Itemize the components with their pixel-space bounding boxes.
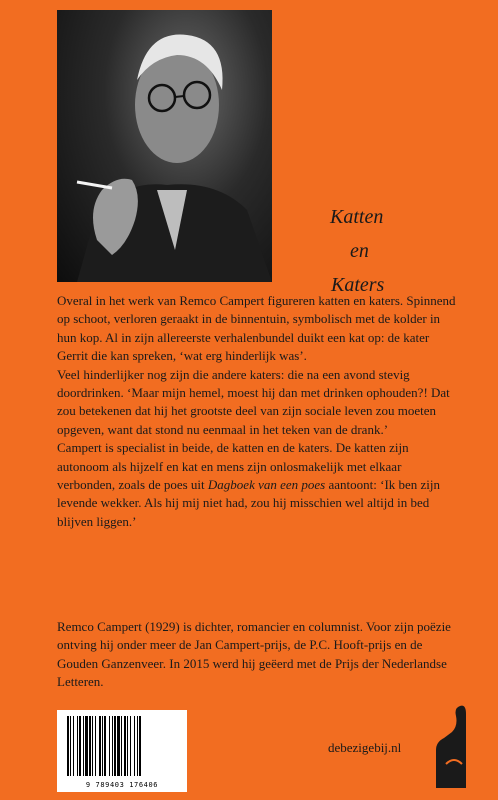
barcode-bar (83, 716, 84, 776)
barcode-bar (85, 716, 88, 776)
barcode-bar (139, 716, 141, 776)
barcode-icon (65, 716, 179, 776)
barcode-bar (73, 716, 74, 776)
barcode-bar (67, 716, 69, 776)
blurb-paragraph: Veel hinderlijker nog zijn die andere katers: die na een avond stevig doordrinken. ‘Maar mijn hemel, moest hij dan met drinken ophouden?! Dat zou betekenen dat hij het grootste deel van zijn sociale leven zou moeten opgeven, want dat stond nu eenmaal in het teken van de drank.’ (57, 366, 450, 437)
barcode-bar (79, 716, 81, 776)
barcode-bar (99, 716, 101, 776)
barcode-bar (134, 716, 135, 776)
publisher-website[interactable]: debezigebij.nl (328, 740, 402, 755)
barcode-bar (102, 716, 103, 776)
barcode-bar (117, 716, 120, 776)
barcode-bar (104, 716, 106, 776)
barcode-bar (130, 716, 131, 776)
barcode-bar (109, 716, 110, 776)
barcode-bar (124, 716, 126, 776)
book-reference: Dagboek van een poes (207, 477, 326, 493)
book-title (318, 200, 448, 302)
blurb-text (57, 292, 457, 531)
book-title-line: en (350, 240, 369, 262)
blurb-paragraph (57, 439, 457, 531)
book-title-line: Katers (331, 274, 385, 296)
blurb-text-segment: aantoont: ‘Ik ben zijn levende wekker. Als hij mij niet had, zou hij misschien wel altijd in bed blijven liggen.’ (57, 477, 441, 529)
isbn-number: 9 789403 176406 (85, 781, 159, 789)
author-portrait (57, 10, 272, 282)
blurb-paragraph: Overal in het werk van Remco Campert figureren katten en katers. Spinnend op schoot, verloren geraakt in de binnentuin, symbolisch met de kolder in hun kop. Al in zijn allereerste verhalenbundel duikt een kat op: de kater Gerrit die kan spreken, ‘wat erg hinderlijk was’. (57, 293, 456, 364)
barcode-bar (121, 716, 122, 776)
publisher-logo-icon (432, 704, 470, 788)
blurb-text-segment: Campert is specialist in beide, de katten en de katers. De katten zijn autonoom als hijzelf en kat en mens zijn onlosmakelijk met elkaar verbonden, zoals de poes uit (57, 440, 409, 493)
barcode-bar (92, 716, 93, 776)
book-title-line: Katten (330, 206, 384, 228)
isbn-barcode (57, 710, 187, 792)
author-bio: Remco Campert (1929) is dichter, romancier en columnist. Voor zijn poëzie ontving hij onder meer de Jan Campert-prijs, de P.C. Hooft-prijs en de Gouden Ganzenveer. In 2015 werd hij geëerd met de Prijs der Nederlandse Letteren. (57, 619, 451, 690)
barcode-bar (95, 716, 96, 776)
author-portrait-drawing (57, 10, 272, 282)
barcode-bar (112, 716, 113, 776)
barcode-bar (70, 716, 71, 776)
barcode-bar (114, 716, 116, 776)
barcode-bar (77, 716, 78, 776)
barcode-bar (89, 716, 91, 776)
barcode-bar (137, 716, 138, 776)
barcode-bar (127, 716, 128, 776)
